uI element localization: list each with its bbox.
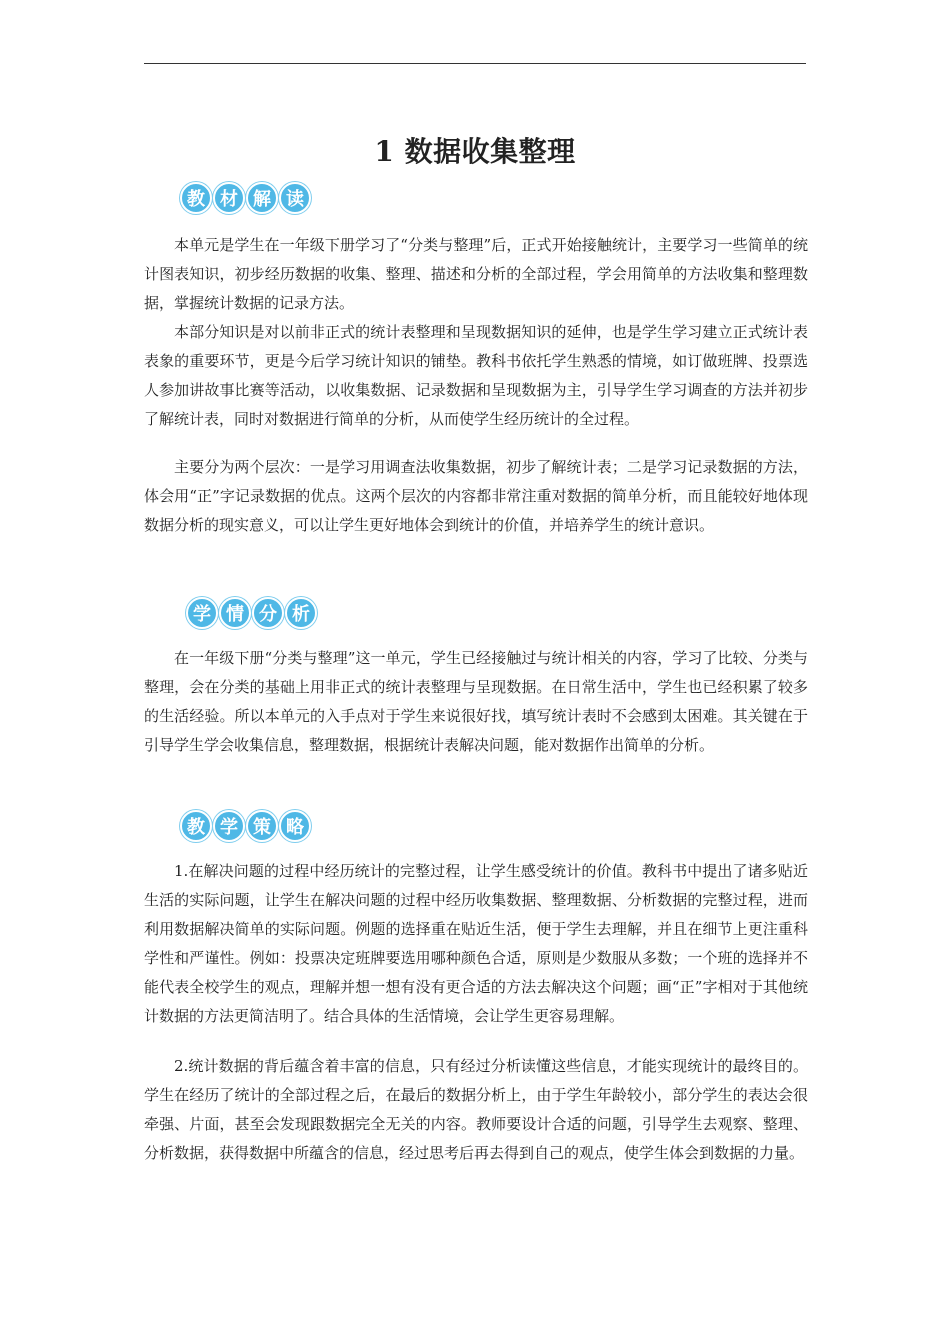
header-rule [144, 63, 806, 64]
paragraph: 本单元是学生在一年级下册学习了“分类与整理”后，正式开始接触统计，主要学习一些简单的统计图表知识，初步经历数据的收集、整理、描述和分析的全部过程，学会用简单的方法收集和整理数据，掌握统计数据的记录方法。 [144, 236, 808, 312]
badge-char: 教 [180, 182, 212, 214]
paragraph: 2.统计数据的背后蕴含着丰富的信息，只有经过分析读懂这些信息，才能实现统计的最终目的。学生在经历了统计的全部过程之后，在最后的数据分析上，由于学生年龄较小，部分学生的表达会很牵强、片面，甚至会发现跟数据完全无关的内容。教师要设计合适的问题，引导学生去观察、整理、分析数据，获得数据中所蕴含的信息，经过思考后再去得到自己的观点，使学生体会到数据的力量。 [144, 1057, 808, 1162]
badge-char: 学 [213, 810, 245, 842]
section-badge-teaching-strategy [180, 810, 311, 842]
badge-char: 学 [186, 597, 218, 629]
section-badge-student-analysis [186, 597, 317, 629]
paragraph: 在一年级下册“分类与整理”这一单元，学生已经接触过与统计相关的内容，学习了比较、分类与整理，会在分类的基础上用非正式的统计表整理与呈现数据。在日常生活中，学生也已经积累了较多的生活经验。所以本单元的入手点对于学生来说很好找，填写统计表时不会感到太困难。其关键在于引导学生学会收集信息，整理数据，根据统计表解决问题，能对数据作出简单的分析。 [144, 649, 808, 754]
badge-char: 材 [213, 182, 245, 214]
badge-char: 略 [279, 810, 311, 842]
badge-char: 策 [246, 810, 278, 842]
paragraph: 主要分为两个层次：一是学习用调查法收集数据，初步了解统计表；二是学习记录数据的方法，体会用“正”字记录数据的优点。这两个层次的内容都非常注重对数据的简单分析，而且能较好地体现数据分析的现实意义，可以让学生更好地体会到统计的价值，并培养学生的统计意识。 [144, 458, 808, 534]
badge-char: 读 [279, 182, 311, 214]
badge-char: 情 [219, 597, 251, 629]
paragraph: 1.在解决问题的过程中经历统计的完整过程，让学生感受统计的价值。教科书中提出了诸多贴近生活的实际问题，让学生在解决问题的过程中经历收集数据、整理数据、分析数据的完整过程，进而利用数据解决简单的实际问题。例题的选择重在贴近生活，便于学生去理解，并且在细节上更注重科学性和严谨性。例如：投票决定班牌要选用哪种颜色合适，原则是少数服从多数；一个班的选择并不能代表全校学生的观点，理解并想一想有没有更合适的方法去解决这个问题；画“正”字相对于其他统计数据的方法更简洁明了。结合具体的生活情境，会让学生更容易理解。 [144, 862, 808, 1025]
section-badge-textbook-reading [180, 182, 311, 214]
badge-char: 教 [180, 810, 212, 842]
badge-char: 分 [252, 597, 284, 629]
badge-char: 解 [246, 182, 278, 214]
badge-char: 析 [285, 597, 317, 629]
page-title: 1 数据收集整理 [374, 135, 576, 168]
paragraph: 本部分知识是对以前非正式的统计表整理和呈现数据知识的延伸，也是学生学习建立正式统计表表象的重要环节，更是今后学习统计知识的铺垫。教科书依托学生熟悉的情境，如订做班牌、投票选人参加讲故事比赛等活动，以收集数据、记录数据和呈现数据为主，引导学生学习调查的方法并初步了解统计表，同时对数据进行简单的分析，从而使学生经历统计的全过程。 [144, 323, 808, 428]
